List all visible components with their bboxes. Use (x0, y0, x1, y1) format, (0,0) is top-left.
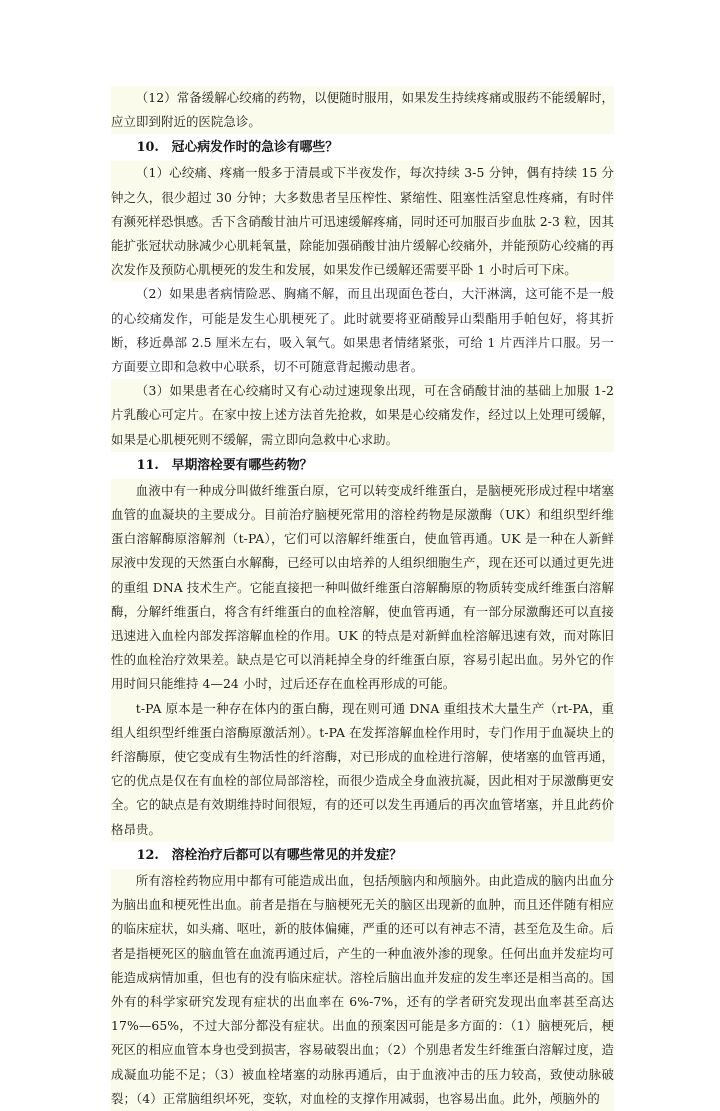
body-paragraph: 所有溶栓药物应用中都有可能造成出血，包括颅脑内和颅脑外。由此造成的脑内出血分为脑出血和梗死性出血。前者是指在与脑梗死无关的脑区出现新的血肿，而且还伴随有相应的临床症状，如头痛、呕吐，新的肢体偏瘫，严重的还可以有神志不清，甚至危及生命。后者是指梗死区的脑血管在血流再通过后，产生的一种血液外渗的现象。任何出血并发症均可能造成病情加重，但也有的没有临床症状。溶栓后脑出血并发症的发生率还是相当高的。国外有的科学家研究发现有症状的出血率在 6%-7%，还有的学者研究发现出血率甚至高达 17%—65%，不过大部分都没有症状。出血的预案因可能是多方面的：（1）脑梗死后，梗死区的相应血管本身也受到损害，容易破裂出血；（2）个别患者发生纤维蛋白溶解过度，造成凝血功能不足；（3）被血栓堵塞的动脉再通后，由于血液冲击的压力较高，致使动脉破裂；（4）正常脑组织坏死，变软，对血栓的支撑作用减弱，也容易出血。此外，颅脑外的 (111, 869, 614, 1111)
body-paragraph: （2）如果患者病情险恶、胸痛不解，而且出现面色苍白，大汗淋漓，这可能不是一般的心绞痛发作，可能是发生心肌梗死了。此时就要将亚硝酸异山梨酯用手帕包好，将其折断，移近鼻部 2.5 厘米左右，吸入氧气。如果患者情绪紧张，可给 1 片西泮片口服。另一方面要立即和急救中心联系，切不可随意背起搬动患者。 (111, 286, 614, 375)
body-paragraph: （3）如果患者在心绞痛时又有心动过速现象出现，可在含硝酸甘油的基础上加服 1-2 片乳酸心可定片。在家中按上述方法首先抢救，如果是心绞痛发作，经过以上处理可缓解，如果是心肌梗死则不缓解，需立即向急救中心求助。 (111, 379, 614, 452)
section-heading: 10. 冠心病发作时的急诊有哪些？ (136, 140, 339, 156)
section-heading: 12. 溶栓治疗后都可以有哪些常见的并发症？ (136, 847, 402, 863)
body-paragraph: （12）常备缓解心绞痛的药物，以便随时服用，如果发生持续疼痛或服药不能缓解时，应立即到附近的医院急诊。 (111, 86, 614, 134)
body-paragraph: （1）心绞痛、疼痛一般多于清晨或下半夜发作，每次持续 3-5 分钟，偶有持续 15 分钟之久，很少超过 30 分钟；大多数患者呈压榨性、紧缩性、阻塞性活窒息性疼痛，有时伴有濒死样恐惧感。舌下含硝酸甘油片可迅速缓解疼痛，同时还可加服百步血肽 2-3 粒，因其能扩张冠状动脉减少心肌耗氧量，除能加强硝酸甘油片缓解心绞痛外，并能预防心绞痛的再次发作及预防心肌梗死的发生和发展，如果发作已缓解还需要平卧 1 小时后可下床。 (111, 161, 614, 282)
body-paragraph: 血液中有一种成分叫做纤维蛋白原，它可以转变成纤维蛋白，是脑梗死形成过程中堵塞血管的血凝块的主要成分。目前治疗脑梗死常用的溶栓药物是尿激酶（UK）和组织型纤维蛋白溶解酶原溶解剂（t-PA），它们可以溶解纤维蛋白，使血管再通。UK 是一种在人新鲜尿液中发现的天然蛋白水解酶，已经可以由培养的人组织细胞生产，现在还可以通过更先进的重组 DNA 技术生产。它能直接把一种叫做纤维蛋白溶解酶原的物质转变成纤维蛋白溶解酶，分解纤维蛋白，将含有纤维蛋白的血栓溶解，使血管再通，有一部分尿激酶还可以直接迅速进入血栓内部发挥溶解血栓的作用。UK 的特点是对新鲜血栓溶解迅速有效，而对陈旧性的血栓治疗效果差。缺点是它可以消耗掉全身的纤维蛋白原，容易引起出血。另外它的作用时间只能维持 4—24 小时，过后还存在血栓再形成的可能。 (111, 479, 614, 697)
body-paragraph: t-PA 原本是一种存在体内的蛋白酶，现在则可通 DNA 重组技术大量生产（rt-PA，重组人组织型纤维蛋白溶酶原激活剂）。t-PA 在发挥溶解血栓作用时，专门作用于血凝块上的纤溶酶原，使它变成有生物活性的纤溶酶，对已形成的血栓进行溶解，使堵塞的血管再通，它的优点是仅在有血栓的部位局部溶栓，而很少造成全身血液抗凝，因此相对于尿激酶更安全。它的缺点是有效期维持时间很短，有的还可以发生再通后的再次血管堵塞，并且此药价格昂贵。 (111, 697, 614, 842)
section-heading: 11. 早期溶栓要有哪些药物？ (136, 457, 313, 473)
document-body (111, 86, 614, 1111)
